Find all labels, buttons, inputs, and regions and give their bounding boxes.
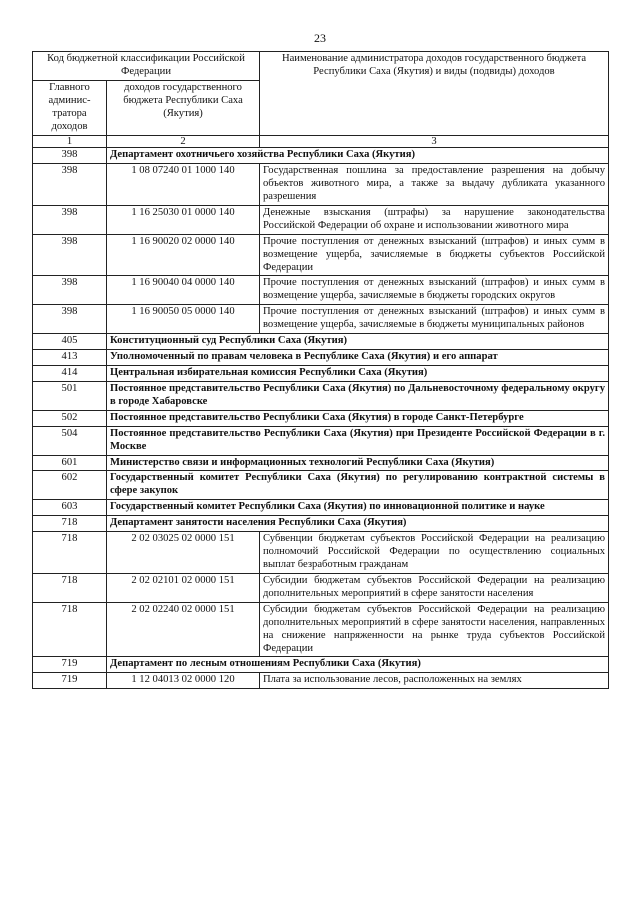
department-row [33,366,609,382]
department-row [33,471,609,500]
admin-code-cell: 398 [33,305,107,334]
income-name-cell: Субвенции бюджетам субъектов Российской Федерации на реализацию полномочий Российской Федерации по осуществлению социальных выплат безработным гражданам [260,532,609,574]
department-name-cell: Уполномоченный по правам человека в Республике Саха (Якутия) и его аппарат [107,350,609,366]
table-row [33,305,609,334]
table-row [33,234,609,276]
department-row [33,334,609,350]
header-num-2: 2 [107,135,260,148]
admin-code-cell: 602 [33,471,107,500]
admin-code-cell: 601 [33,455,107,471]
admin-code-cell: 414 [33,366,107,382]
department-name-cell: Департамент по лесным отношениям Республики Саха (Якутия) [107,657,609,673]
page-number: 23 [314,31,326,45]
department-row [33,350,609,366]
income-code-cell: 2 02 02101 02 0000 151 [107,573,260,602]
income-code-cell: 1 12 04013 02 0000 120 [107,673,260,689]
header-col-admin: Главного админис-тратора доходов [33,80,107,135]
income-name-cell: Плата за использование лесов, расположенных на землях [260,673,609,689]
admin-code-cell: 398 [33,148,107,164]
department-name-cell: Департамент охотничьего хозяйства Республики Саха (Якутия) [107,148,609,164]
department-row [33,148,609,164]
department-name-cell: Министерство связи и информационных технологий Республики Саха (Якутия) [107,455,609,471]
department-row [33,426,609,455]
department-name-cell: Постоянное представительство Республики Саха (Якутия) по Дальневосточному федеральному округу в городе Хабаровске [107,381,609,410]
admin-code-cell: 504 [33,426,107,455]
income-name-cell: Государственная пошлина за предоставление разрешения на добычу объектов животного мира, а также за выдачу дубликата указанного разрешения [260,164,609,206]
admin-code-cell: 405 [33,334,107,350]
department-name-cell: Постоянное представительство Республики Саха (Якутия) при Президенте Российской Федерации в г. Москве [107,426,609,455]
department-name-cell: Государственный комитет Республики Саха (Якутия) по инновационной политике и науке [107,500,609,516]
department-name-cell: Центральная избирательная комиссия Республики Саха (Якутия) [107,366,609,382]
department-row [33,410,609,426]
table-row [33,573,609,602]
income-name-cell: Субсидии бюджетам субъектов Российской Федерации на реализацию дополнительных мероприятий в сфере занятости населения [260,573,609,602]
admin-code-cell: 718 [33,602,107,657]
admin-code-cell: 398 [33,234,107,276]
admin-code-cell: 413 [33,350,107,366]
department-row [33,657,609,673]
income-name-cell: Субсидии бюджетам субъектов Российской Федерации на реализацию дополнительных мероприятий в сфере занятости населения, направленных на снижение напряженности на рынке труда субъектов Российской Федерации [260,602,609,657]
admin-code-cell: 719 [33,673,107,689]
income-name-cell: Прочие поступления от денежных взысканий (штрафов) и иных сумм в возмещение ущерба, зачисляемые в бюджеты субъектов Российской Федерации [260,234,609,276]
header-col-code: доходов государственного бюджета Республики Саха (Якутия) [107,80,260,135]
admin-code-cell: 398 [33,164,107,206]
admin-code-cell: 398 [33,276,107,305]
income-code-cell: 1 16 90040 04 0000 140 [107,276,260,305]
header-num-1: 1 [33,135,107,148]
department-row [33,516,609,532]
admin-code-cell: 603 [33,500,107,516]
income-code-cell: 1 16 90020 02 0000 140 [107,234,260,276]
income-code-cell: 2 02 03025 02 0000 151 [107,532,260,574]
admin-code-cell: 502 [33,410,107,426]
department-name-cell: Постоянное представительство Республики Саха (Якутия) в городе Санкт-Петербурге [107,410,609,426]
department-row [33,500,609,516]
income-code-cell: 2 02 02240 02 0000 151 [107,602,260,657]
income-name-cell: Прочие поступления от денежных взысканий (штрафов) и иных сумм в возмещение ущерба, зачисляемые в бюджеты городских округов [260,276,609,305]
department-name-cell: Департамент занятости населения Республики Саха (Якутия) [107,516,609,532]
table-row [33,164,609,206]
department-row [33,455,609,471]
table-row [33,673,609,689]
admin-code-cell: 398 [33,205,107,234]
admin-code-cell: 718 [33,516,107,532]
admin-code-cell: 718 [33,532,107,574]
header-group-title: Код бюджетной классификации Российской Федерации [33,52,260,81]
table-row [33,532,609,574]
budget-classification-table [32,51,609,689]
admin-code-cell: 501 [33,381,107,410]
table-row [33,276,609,305]
admin-code-cell: 718 [33,573,107,602]
table-row [33,602,609,657]
header-col-name: Наименование администратора доходов государственного бюджета Республики Саха (Якутия) и виды (подвиды) доходов [260,52,609,136]
admin-code-cell: 719 [33,657,107,673]
income-name-cell: Прочие поступления от денежных взысканий (штрафов) и иных сумм в возмещение ущерба, зачисляемые в бюджеты муниципальных районов [260,305,609,334]
department-name-cell: Конституционный суд Республики Саха (Якутия) [107,334,609,350]
table-body [33,148,609,689]
header-num-3: 3 [260,135,609,148]
income-name-cell: Денежные взыскания (штрафы) за нарушение законодательства Российской Федерации об охране и использовании животного мира [260,205,609,234]
income-code-cell: 1 08 07240 01 1000 140 [107,164,260,206]
income-code-cell: 1 16 25030 01 0000 140 [107,205,260,234]
income-code-cell: 1 16 90050 05 0000 140 [107,305,260,334]
table-row [33,205,609,234]
department-name-cell: Государственный комитет Республики Саха (Якутия) по регулированию контрактной системы в сфере закупок [107,471,609,500]
department-row [33,381,609,410]
